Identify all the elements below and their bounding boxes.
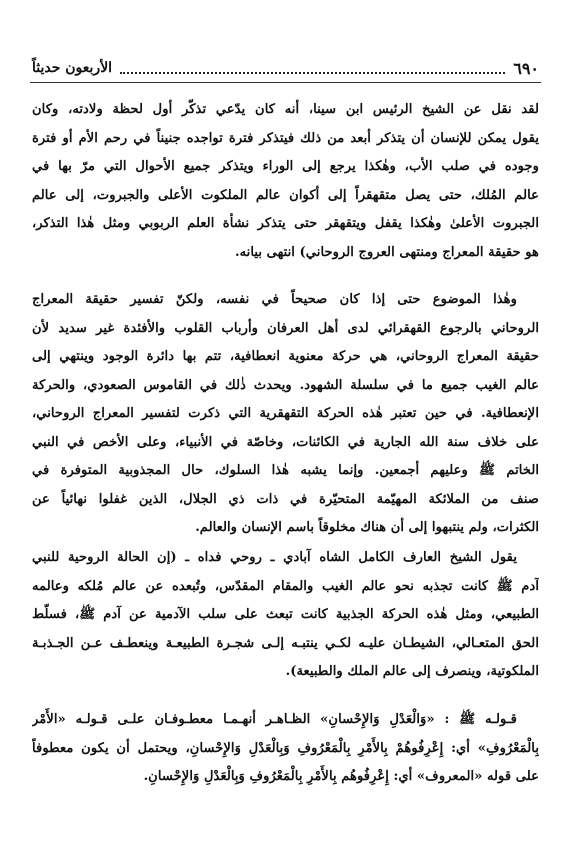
- text-line: الروحاني بالرجوع القهقرائي لدى أهل العرفان وأرباب القلوب والأفئدة غير سديد لأن: [32, 320, 539, 336]
- text-line: يقول الشيخ العارف الكامل الشاه آبادي ـ روحي فداه ـ (إن الحالة الروحية للنبي: [32, 550, 517, 565]
- text-line: الكثرات، ولم ينتبهوا إلى أن هناك مخلوقاً باسم الإنسان والعالم.: [195, 520, 539, 535]
- text-line: آدم ﷺ كانت تجذبه نحو عالم الغيب والمقام المقدّس، وتُبعده عن عالم مُلكه وعالمه: [32, 578, 539, 594]
- text-line: الجبروت الأعلىٰ وهٰكذا يقفل ويتقهقر حتى يتذكر نشأة العلم الربوبي ومثل هٰذا التذكر،: [32, 216, 539, 231]
- text-line: لقد نقل عن الشيخ الرئيس ابن سينا، أنه كان يدّعي تذكّر أول لحظة ولادته، وكان: [32, 102, 539, 117]
- text-line: عالم الغيب جميع ما في سلسلة الشهود. ويحدث ذٰلك في القاموس الصعودي، والحركة: [32, 377, 539, 393]
- text-line: قـولـه ﷺ : «وَالْعَدْلِ وَالإِحْسانِ» الظـاهـر أنهـمـا معطـوفـان علـى قـولـه «الأَمْر: [32, 712, 517, 727]
- text-line: الحق المتعـالي، الشيطـان عليـه لكـي ينتبـه إلـى شجـرة الطبيعـة وينعطـف عـن الجـذبـة: [32, 635, 539, 651]
- dotted-leader: [120, 71, 505, 74]
- running-title: الأربعون حديثاً: [32, 60, 113, 76]
- text-line: وجوده في صلب الأب، وهٰكذا يرجع إلى الوراء ويتذكر جميع الأحوال التي مرّ بها في: [32, 159, 539, 174]
- text-line: الطبيعي، ومثل هٰذه الحركة الجذبية كانت تبعث على سلب الآدمية عن آدم ﷺ، فسلّط: [32, 607, 539, 622]
- text-line: وهٰذا الموضوع حتى إذا كان صحيحاً في نفسه، ولكنّ تفسير حقيقة المعراج: [32, 292, 517, 307]
- paragraph-3: [32, 544, 539, 687]
- text-line: عالم المُلك، حتى يصل متقهقراً إلى أكوان عالم الملكوت الأعلى والجبروت، إلى عالم: [32, 187, 539, 203]
- page-number: ٦٩٠: [513, 58, 539, 78]
- text-line: هو حقيقة المعراج ومنتهى العروج الروحاني) انتهى بيانه.: [234, 244, 539, 260]
- paragraph-1: [32, 96, 539, 267]
- text-line: بِالْمَعْرُوفِ» أي: إِعْرِفُوهُمْ بِالأَمْرِ بِالْمَعْرُوفِ وَبِالْعَدْلِ وَالإِحْسانِ، ويحتمل أن يكون معطوفاً: [32, 740, 539, 756]
- running-header: [32, 56, 539, 80]
- text-line: على خلاف سنة الله الجارية في الكائنات، وخاصّة في الأنبياء، وعلى الأخص في النبي: [32, 434, 539, 450]
- header-rule: [30, 82, 541, 83]
- paragraph-2: [32, 286, 539, 543]
- paragraph-4: [32, 706, 539, 792]
- text-line: الملكوتية، وينصرف إلى عالم الملك والطبيعة).: [285, 664, 539, 679]
- text-line: الخاتم ﷺ وعليهم أجمعين. وإنما يشبه هٰذا السلوك، حال المجذوبية المتوفرة في: [32, 463, 539, 478]
- text-line: يقول يمكن للإنسان أن يتذكر أبعد من ذلك فيتذكر فترة تواجده جنيناً في رحم الأم أو فترة: [32, 130, 539, 146]
- text-line: صنف من الملائكة المهيّمة المتحيّرة في ذات ذي الجلال، الذين غفلوا نهائياً عن: [32, 491, 539, 507]
- text-line: الإنعطافية. في حين تعتبر هٰذه الحركة التقهقرية التي ذكرت لتفسير المعراج الروحاني،: [32, 406, 539, 421]
- text-line: على قوله «المعروف» أي: إِعْرِفُوهُم بِالأَمْرِ بِالْمَعْرُوفِ وَبِالْعَدْلِ وَالإِحْسانِ.: [143, 769, 539, 784]
- text-line: حقيقة المعراج الروحاني، هي حركة معنوية انعطافية، تتم بها دائرة الوجود وينتهي إلى: [32, 349, 539, 364]
